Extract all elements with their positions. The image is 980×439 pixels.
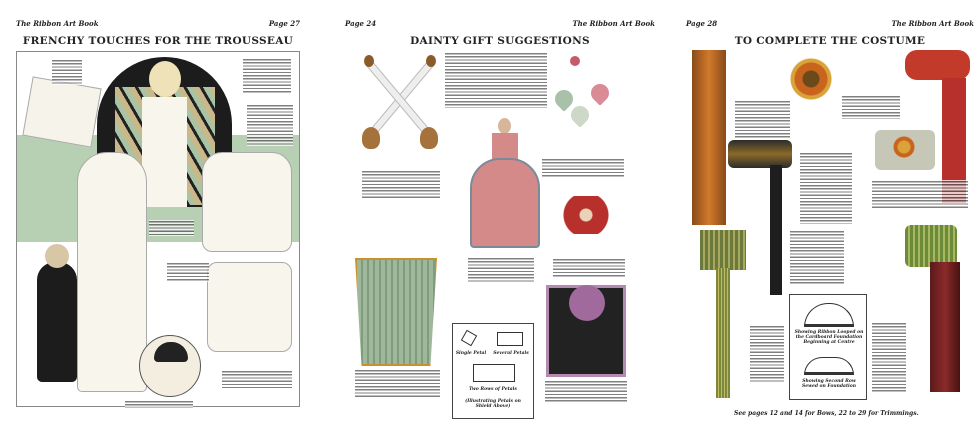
page-title: DAINTY GIFT SUGGESTIONS <box>410 35 590 47</box>
intro-text <box>445 52 547 108</box>
tassel-fringe <box>716 268 730 398</box>
caption-text <box>872 180 968 208</box>
caption-text <box>52 59 82 85</box>
girdle-streamer <box>770 165 782 295</box>
hat-second-row-icon <box>804 357 854 375</box>
caption-text <box>800 152 852 224</box>
illustration-frame <box>16 51 300 407</box>
running-head: The Ribbon Art Book <box>572 19 655 28</box>
two-rows-petals-icon <box>473 364 515 382</box>
page-title: TO COMPLETE THE COSTUME <box>734 35 926 47</box>
caption-text <box>167 262 209 282</box>
running-head: The Ribbon Art Book <box>891 19 974 28</box>
diagram-label: Single Petal <box>455 351 487 356</box>
petticoat-illustration <box>202 152 292 252</box>
caption-text <box>750 325 784 383</box>
caption-text <box>243 58 291 94</box>
caption-text <box>545 380 627 402</box>
black-velvet-girdle-illustration <box>728 140 792 168</box>
petals-diagram <box>452 323 534 419</box>
caption-text <box>355 369 440 397</box>
caption-text <box>247 104 293 146</box>
sachet-hearts-illustration <box>555 50 615 125</box>
caption-text <box>125 400 193 408</box>
several-petals-icon <box>497 332 523 346</box>
diagram-label: Showing Ribbon Looped on the Cardboard Foundation Beginning at Centre <box>794 330 864 346</box>
caption-text <box>362 170 440 198</box>
sash-illustration <box>692 50 726 225</box>
page-number: Page 28 <box>686 19 718 28</box>
diagram-label: Showing Second Row Sewed on Foundation <box>801 379 857 390</box>
caption-text <box>468 257 534 283</box>
doll-pincushion-illustration <box>556 196 616 234</box>
hat-foundation-diagram <box>789 294 867 400</box>
bride-illustration <box>77 152 147 392</box>
shield-illustration <box>546 285 626 377</box>
caption-text <box>842 95 900 119</box>
flowered-girdle-illustration <box>875 130 935 170</box>
diagram-note: (Illustrating Petals on Shield Above) <box>465 399 521 410</box>
caption-text <box>542 158 624 178</box>
page-boy-illustration <box>37 262 77 382</box>
step-ins-illustration <box>207 262 292 352</box>
caption-text <box>872 322 906 392</box>
hat-foundation-icon <box>804 303 854 327</box>
headband-portrait <box>139 335 201 397</box>
green-girdle-illustration <box>905 225 957 267</box>
diagram-label: Several Petals <box>493 351 529 356</box>
page-number: Page 24 <box>345 19 377 28</box>
camisole-illustration <box>22 76 101 147</box>
caption-text <box>735 100 790 138</box>
doll-illustration <box>470 118 540 248</box>
caption-text <box>149 220 194 236</box>
single-petal-icon <box>461 330 477 346</box>
rosette-illustration <box>790 58 832 100</box>
caption-text <box>222 370 292 388</box>
green-tassel-girdle-illustration <box>700 230 746 270</box>
waste-basket-illustration <box>355 258 437 366</box>
running-head: The Ribbon Art Book <box>16 19 99 28</box>
red-sash-illustration <box>905 50 970 80</box>
caption-text <box>553 258 625 278</box>
page-title: FRENCHY TOUCHES FOR THE TROUSSEAU <box>22 35 294 47</box>
shoe-trees-illustration <box>360 55 440 150</box>
footer-note: See pages 12 and 14 for Bows, 22 to 29 for Trimmings. <box>734 410 919 417</box>
page-number: Page 27 <box>268 19 300 28</box>
caption-text <box>790 230 844 284</box>
diagram-label: Two Rows of Petals <box>469 387 517 392</box>
maroon-sash-illustration <box>930 262 960 392</box>
